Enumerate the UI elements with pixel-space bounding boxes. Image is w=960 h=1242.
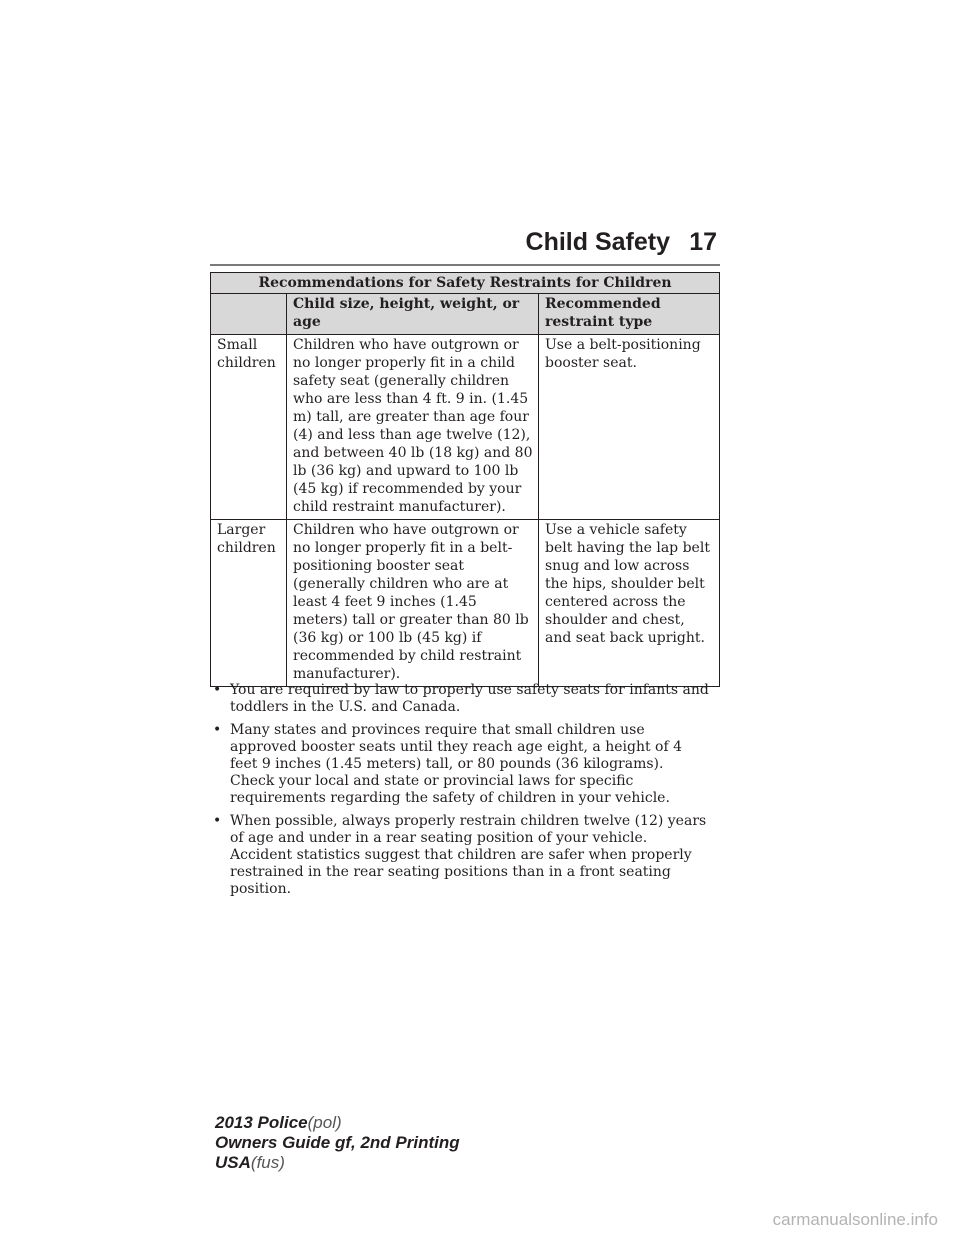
page-header xyxy=(210,228,720,262)
row-category: Small children xyxy=(211,335,287,520)
column-header-category xyxy=(211,294,287,335)
footer-region: USA xyxy=(215,1153,251,1172)
table-caption: Recommendations for Safety Restraints for Children xyxy=(211,273,720,294)
bullet-list xyxy=(210,682,710,904)
column-header-size: Child size, height, weight, or age xyxy=(287,294,539,335)
footer-model-code: (pol) xyxy=(307,1113,342,1132)
table-row xyxy=(211,520,720,687)
row-size: Children who have outgrown or no longer properly fit in a belt-positioning booster seat (generally children who are at least 4 feet 9 inches (1.45 meters) tall or greater than 80 lb (36 kg) or 100 lb (45 kg) if recommended by child restraint manufacturer). xyxy=(287,520,539,687)
table-header-row xyxy=(211,294,720,335)
bullet-text: When possible, always properly restrain children twelve (12) years of age and under in a rear seating position of your vehicle. Accident statistics suggest that children are safer when properly restrained in the rear seating positions than in a front seating position. xyxy=(230,813,707,897)
footer-region-code: (fus) xyxy=(250,1153,285,1172)
footer-model: 2013 Police xyxy=(215,1113,308,1132)
table-row xyxy=(211,335,720,520)
table-caption-row xyxy=(211,273,720,294)
list-item xyxy=(210,813,710,898)
row-restraint: Use a vehicle safety belt having the lap belt snug and low across the hips, shoulder belt centered across the shoulder and chest, and seat back upright. xyxy=(539,520,720,687)
document-footer xyxy=(215,1113,460,1173)
list-item xyxy=(210,682,710,716)
footer-line-1 xyxy=(215,1113,460,1133)
restraints-table xyxy=(210,272,720,687)
row-category: Larger children xyxy=(211,520,287,687)
footer-line-2 xyxy=(215,1133,460,1153)
watermark: carmanualsonline.info xyxy=(772,1210,938,1229)
bullet-text: Many states and provinces require that small children use approved booster seats until they reach age eight, a height of 4 feet 9 inches (1.45 meters) tall, or 80 pounds (36 kilograms). Check your local and state or provincial laws for specific requirements regarding the safety of children in your vehicle. xyxy=(230,722,683,806)
column-header-restraint: Recommended restraint type xyxy=(539,294,720,335)
bullet-marker: • xyxy=(213,722,222,738)
row-size: Children who have outgrown or no longer properly fit in a child safety seat (generally children who are less than 4 ft. 9 in. (1.45 m) tall, are greater than age four (4) and less than age twelve (12), and between 40 lb (18 kg) and 80 lb (36 kg) and upward to 100 lb (45 kg) if recommended by your child restraint manufacturer). xyxy=(287,335,539,520)
page-number: 17 xyxy=(689,228,717,256)
footer-guide: Owners Guide gf, 2nd Printing xyxy=(215,1133,460,1152)
footer-line-3 xyxy=(215,1153,460,1173)
row-restraint: Use a belt-positioning booster seat. xyxy=(539,335,720,520)
header-divider xyxy=(210,264,720,266)
bullet-marker: • xyxy=(213,813,222,829)
bullet-text: You are required by law to properly use safety seats for infants and toddlers in the U.S. and Canada. xyxy=(230,682,709,715)
section-title: Child Safety xyxy=(525,228,670,256)
bullet-marker: • xyxy=(213,682,222,698)
list-item xyxy=(210,722,710,807)
